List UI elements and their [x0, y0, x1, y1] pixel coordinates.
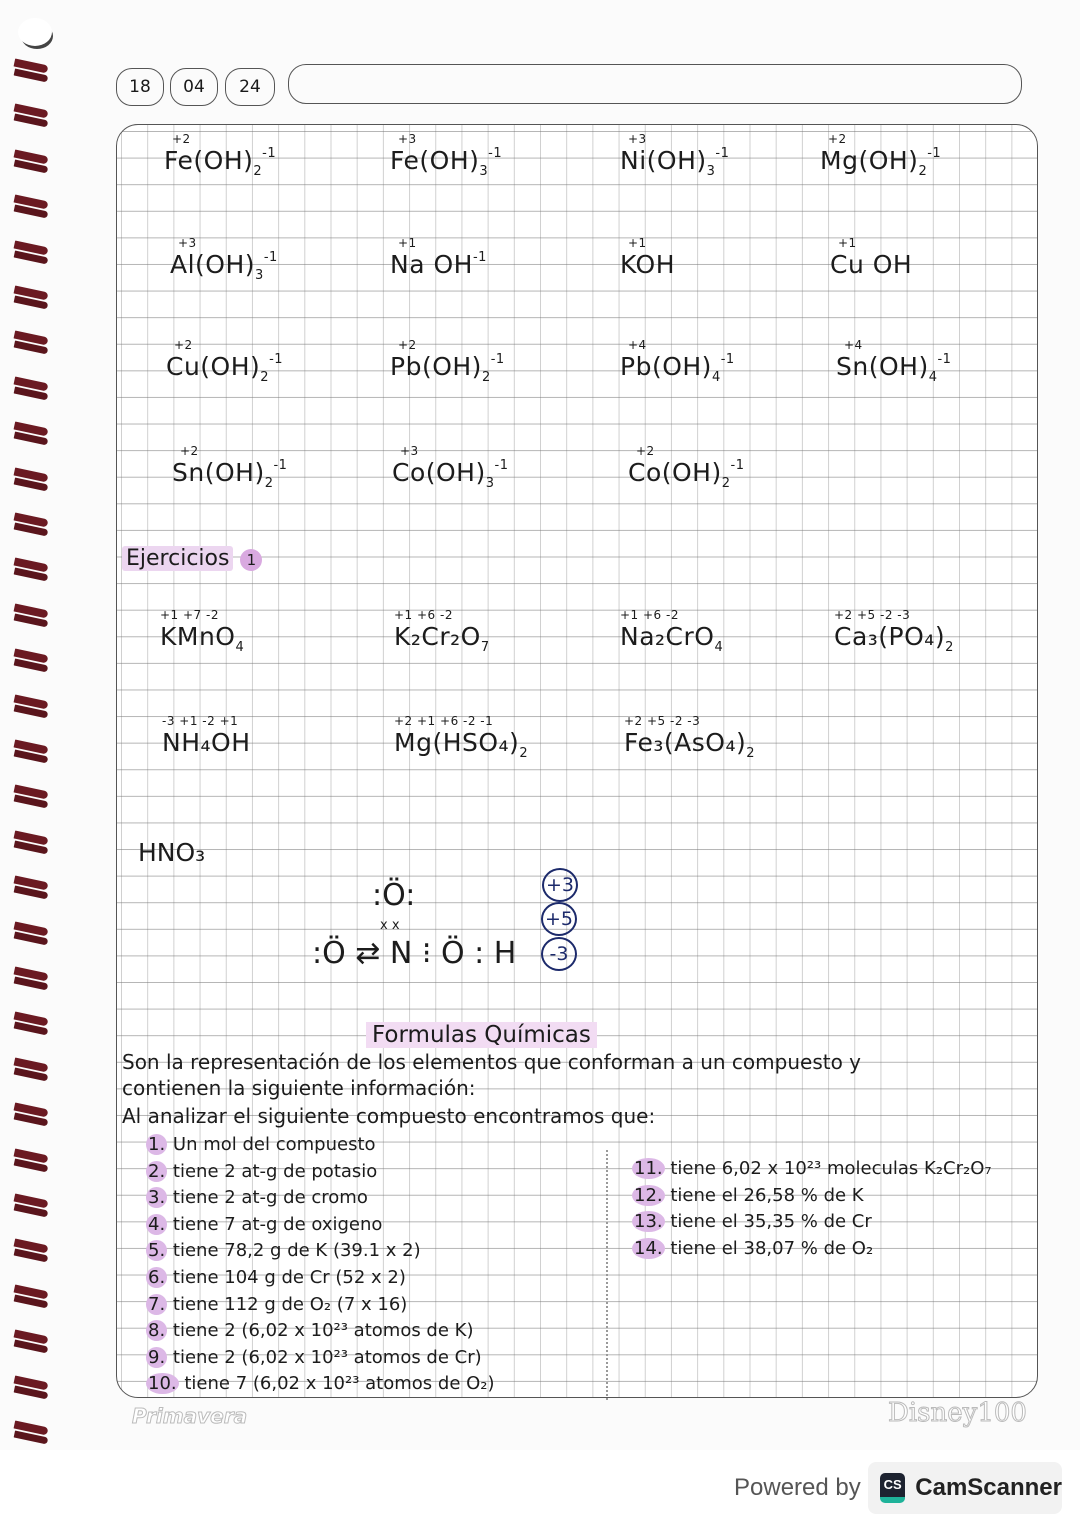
exercises-number-badge: 1	[240, 549, 262, 571]
group-oxidation-state: -1	[472, 250, 487, 265]
info-list-item	[632, 1211, 872, 1232]
metal-oxidation-state: +3	[400, 444, 419, 458]
formula-text: NH₄OH	[162, 728, 251, 757]
spiral-coil	[14, 423, 50, 443]
camscanner-name: CamScanner	[915, 1474, 1062, 1501]
group-oxidation-state: -1	[273, 458, 288, 473]
item-text: tiene 2 at-g de potasio	[172, 1160, 378, 1182]
formula-subscript: 2	[253, 164, 263, 179]
metal-oxidation-state: +1	[628, 236, 647, 250]
spiral-coil	[14, 196, 50, 216]
lewis-shared-electrons: x x	[380, 918, 400, 933]
formula-text: KMnO	[160, 622, 236, 651]
spiral-coil	[14, 105, 50, 125]
item-number: 1.	[148, 1134, 166, 1155]
hydroxide-formula	[390, 132, 503, 179]
column-divider	[606, 1150, 608, 1400]
group-oxidation-state: -1	[494, 458, 509, 473]
item-number: 6.	[148, 1267, 166, 1288]
formula-text: Cu(OH)	[166, 352, 261, 381]
spiral-coil	[14, 287, 50, 307]
item-number: 13.	[634, 1211, 663, 1233]
spiral-coil	[14, 1013, 50, 1033]
spiral-coil	[14, 1195, 50, 1215]
formula-text: Fe₃(AsO₄)	[624, 728, 747, 757]
oxidation-states: +2 +1 +6 -2 -1	[394, 714, 494, 728]
group-oxidation-state: -1	[720, 352, 735, 367]
metal-oxidation-state: +2	[180, 444, 199, 458]
group-oxidation-state: -1	[263, 250, 278, 265]
formula-subscript: 2	[481, 370, 491, 385]
hydroxide-formula	[390, 236, 487, 283]
spiral-coil	[14, 786, 50, 806]
spiral-coil	[14, 650, 50, 670]
intro-line-3: Al analizar el siguiente compuesto encontramos que:	[122, 1104, 656, 1128]
metal-oxidation-state: +3	[178, 236, 197, 250]
item-number: 5.	[148, 1240, 166, 1262]
spiral-coil	[14, 151, 50, 171]
item-text: tiene 112 g de O₂ (7 x 16)	[172, 1293, 408, 1315]
group-oxidation-state: -1	[269, 352, 284, 367]
spiral-coil	[14, 923, 50, 943]
group-oxidation-state: -1	[715, 146, 730, 161]
hydroxide-formula	[172, 444, 288, 491]
hydroxide-formula	[170, 236, 278, 283]
oxidation-states: +2 +5 -2 -3	[624, 714, 701, 728]
lewis-top-oxygen: :Ö:	[372, 878, 416, 913]
formula-text: Sn(OH)	[836, 352, 929, 381]
spiral-coil	[14, 1331, 50, 1351]
group-oxidation-state: -1	[927, 146, 942, 161]
hydroxide-formula	[390, 338, 505, 385]
info-list-item	[146, 1347, 482, 1368]
formula-subscript: 4	[235, 640, 245, 655]
formula-subscript: 7	[480, 640, 490, 655]
exercise-formula	[160, 608, 245, 655]
formula-text: Na OH	[390, 250, 473, 279]
item-number: 4.	[148, 1213, 166, 1235]
intro-line-1: Son la representación de los elementos que conforman a un compuesto y	[122, 1050, 862, 1074]
camscanner-badge[interactable]	[868, 1462, 1062, 1514]
formula-text: Ca₃(PO₄)	[834, 622, 946, 651]
metal-oxidation-state: +1	[398, 236, 417, 250]
hydroxide-formula	[164, 132, 277, 179]
formula-text: Co(OH)	[392, 458, 486, 487]
group-oxidation-state: -1	[490, 352, 505, 367]
spiral-coil	[14, 514, 50, 534]
formula-text: Al(OH)	[170, 250, 256, 279]
info-list-item	[632, 1158, 992, 1179]
formula-text: Co(OH)	[628, 458, 722, 487]
formula-subscript: 3	[706, 164, 716, 179]
metal-oxidation-state: +2	[828, 132, 847, 146]
date-day: 18	[116, 68, 164, 106]
item-text: tiene el 26,58 % de K	[670, 1184, 864, 1206]
metal-oxidation-state: +2	[636, 444, 655, 458]
item-number: 2.	[148, 1160, 166, 1182]
formula-subscript: 3	[255, 268, 264, 283]
formula-subscript: 2	[945, 640, 954, 655]
oxidation-states: +1 +6 -2	[394, 608, 453, 622]
info-list-item	[632, 1238, 873, 1259]
formula-text: Cu OH	[830, 250, 913, 279]
formula-subscript: 2	[746, 746, 756, 761]
spiral-coil	[14, 469, 50, 489]
item-number: 8.	[148, 1320, 166, 1342]
hydroxide-formula	[166, 338, 284, 385]
oxidation-states: +1 +7 -2	[160, 608, 219, 622]
exercise-formula	[162, 714, 251, 761]
info-list-item	[146, 1240, 421, 1261]
exercises-heading	[122, 546, 262, 571]
powered-by-label: Powered by	[734, 1474, 861, 1501]
item-number: 9.	[148, 1346, 166, 1368]
lewis-compound: HNO₃	[138, 838, 206, 867]
info-list-item	[632, 1185, 864, 1206]
camscanner-logo-icon: CS	[880, 1473, 905, 1503]
spiral-coil	[14, 60, 50, 80]
oxidation-circle-3: -3	[541, 937, 577, 971]
spiral-coil	[14, 832, 50, 852]
lewis-bottom-row: :Ö ⇄ N ⁝ Ö : H	[312, 936, 517, 971]
oxidation-circle-2: +5	[541, 902, 577, 936]
spiral-coil	[14, 696, 50, 716]
formula-text: KOH	[620, 250, 676, 279]
formula-text: Fe(OH)	[164, 146, 254, 175]
hydroxide-formula	[830, 236, 913, 283]
spiral-coil	[14, 1286, 50, 1306]
exercise-formula	[394, 608, 490, 655]
spiral-coil	[14, 332, 50, 352]
item-text: tiene 78,2 g de K (39.1 x 2)	[172, 1240, 421, 1262]
oxidation-circle-1: +3	[542, 868, 578, 902]
item-number: 3.	[148, 1187, 166, 1209]
spiral-coil	[14, 242, 50, 262]
hydroxide-formula	[620, 236, 676, 283]
item-text: Un mol del compuesto	[172, 1134, 376, 1155]
spiral-coil	[14, 877, 50, 897]
exercise-formula	[834, 608, 954, 655]
formula-subscript: 3	[485, 476, 495, 491]
formula-subscript: 2	[721, 476, 731, 491]
formula-text: Pb(OH)	[620, 352, 712, 381]
item-text: tiene 2 (6,02 x 10²³ atomos de Cr)	[172, 1346, 482, 1368]
item-number: 11.	[634, 1158, 663, 1179]
item-text: tiene el 35,35 % de Cr	[670, 1211, 872, 1233]
item-number: 10.	[148, 1373, 177, 1395]
intro-line-2: contienen la siguiente información:	[122, 1076, 476, 1100]
formula-text: Na₂CrO	[620, 622, 715, 651]
formula-subscript: 2	[260, 370, 270, 385]
item-number: 14.	[634, 1237, 663, 1259]
formula-text: K₂Cr₂O	[394, 622, 481, 651]
formula-text: Pb(OH)	[390, 352, 482, 381]
hydroxide-formula	[392, 444, 509, 491]
item-number: 12.	[634, 1184, 663, 1206]
spiral-coil	[14, 1150, 50, 1170]
formula-text: Ni(OH)	[620, 146, 707, 175]
metal-oxidation-state: +1	[838, 236, 857, 250]
hydroxide-formula	[820, 132, 942, 179]
oxidation-states: -3 +1 -2 +1	[162, 714, 239, 728]
info-list-item	[146, 1267, 406, 1288]
hydroxide-formula	[620, 132, 730, 179]
metal-oxidation-state: +3	[398, 132, 417, 146]
item-text: tiene 104 g de Cr (52 x 2)	[172, 1267, 406, 1288]
formula-text: Mg(OH)	[820, 146, 919, 175]
notebook-brand-logo: Primavera	[132, 1404, 248, 1428]
info-list-item	[146, 1320, 473, 1341]
group-oxidation-state: -1	[262, 146, 277, 161]
metal-oxidation-state: +2	[174, 338, 193, 352]
cover-brand-logo: Disney100	[888, 1398, 1027, 1428]
spiral-coil	[14, 1240, 50, 1260]
metal-oxidation-state: +4	[844, 338, 863, 352]
binder-hole-icon	[18, 18, 52, 46]
info-list-item	[146, 1187, 368, 1208]
spiral-coil	[14, 1377, 50, 1397]
section-title: Formulas Químicas	[366, 1022, 597, 1048]
metal-oxidation-state: +2	[398, 338, 417, 352]
formula-text: Mg(HSO₄)	[394, 728, 520, 757]
item-text: tiene 2 at-g de cromo	[172, 1187, 368, 1209]
date-month: 04	[170, 68, 218, 106]
spiral-coil	[14, 968, 50, 988]
date-year: 24	[225, 68, 275, 106]
info-list-item	[146, 1134, 376, 1155]
hydroxide-formula	[836, 338, 952, 385]
info-list-item	[146, 1214, 382, 1235]
spiral-coil	[14, 605, 50, 625]
spiral-coil	[14, 1104, 50, 1124]
spiral-coil	[14, 559, 50, 579]
oxidation-states: +1 +6 -2	[620, 608, 679, 622]
formula-subscript: 2	[264, 476, 274, 491]
group-oxidation-state: -1	[488, 146, 503, 161]
exercise-formula	[624, 714, 756, 761]
item-number: 7.	[148, 1293, 166, 1315]
metal-oxidation-state: +4	[628, 338, 647, 352]
item-text: tiene el 38,07 % de O₂	[670, 1237, 874, 1259]
formula-subscript: 3	[479, 164, 489, 179]
spiral-coil	[14, 1059, 50, 1079]
info-list-item	[146, 1294, 407, 1315]
formula-subscript: 4	[711, 370, 721, 385]
hydroxide-formula	[628, 444, 745, 491]
metal-oxidation-state: +3	[628, 132, 647, 146]
formula-subscript: 4	[928, 370, 938, 385]
group-oxidation-state: -1	[937, 352, 952, 367]
exercises-label: Ejercicios	[122, 546, 233, 571]
exercise-formula	[620, 608, 724, 655]
group-oxidation-state: -1	[730, 458, 745, 473]
item-text: tiene 6,02 x 10²³ moleculas K₂Cr₂O₇	[670, 1158, 992, 1179]
info-list-item	[146, 1161, 377, 1182]
hydroxide-formula	[620, 338, 735, 385]
item-text: tiene 7 (6,02 x 10²³ atomos de O₂)	[184, 1373, 495, 1395]
title-box	[288, 64, 1022, 104]
formula-text: Fe(OH)	[390, 146, 480, 175]
metal-oxidation-state: +2	[172, 132, 191, 146]
item-text: tiene 2 (6,02 x 10²³ atomos de K)	[172, 1320, 474, 1342]
exercise-formula	[394, 714, 529, 761]
item-text: tiene 7 at-g de oxigeno	[172, 1213, 383, 1235]
oxidation-states: +2 +5 -2 -3	[834, 608, 911, 622]
formula-subscript: 2	[918, 164, 928, 179]
spiral-coil	[14, 1422, 50, 1442]
formula-text: Sn(OH)	[172, 458, 265, 487]
spiral-coil	[14, 741, 50, 761]
info-list-item	[146, 1373, 495, 1394]
spiral-coil	[14, 378, 50, 398]
formula-subscript: 2	[519, 746, 529, 761]
formula-subscript: 4	[714, 640, 724, 655]
